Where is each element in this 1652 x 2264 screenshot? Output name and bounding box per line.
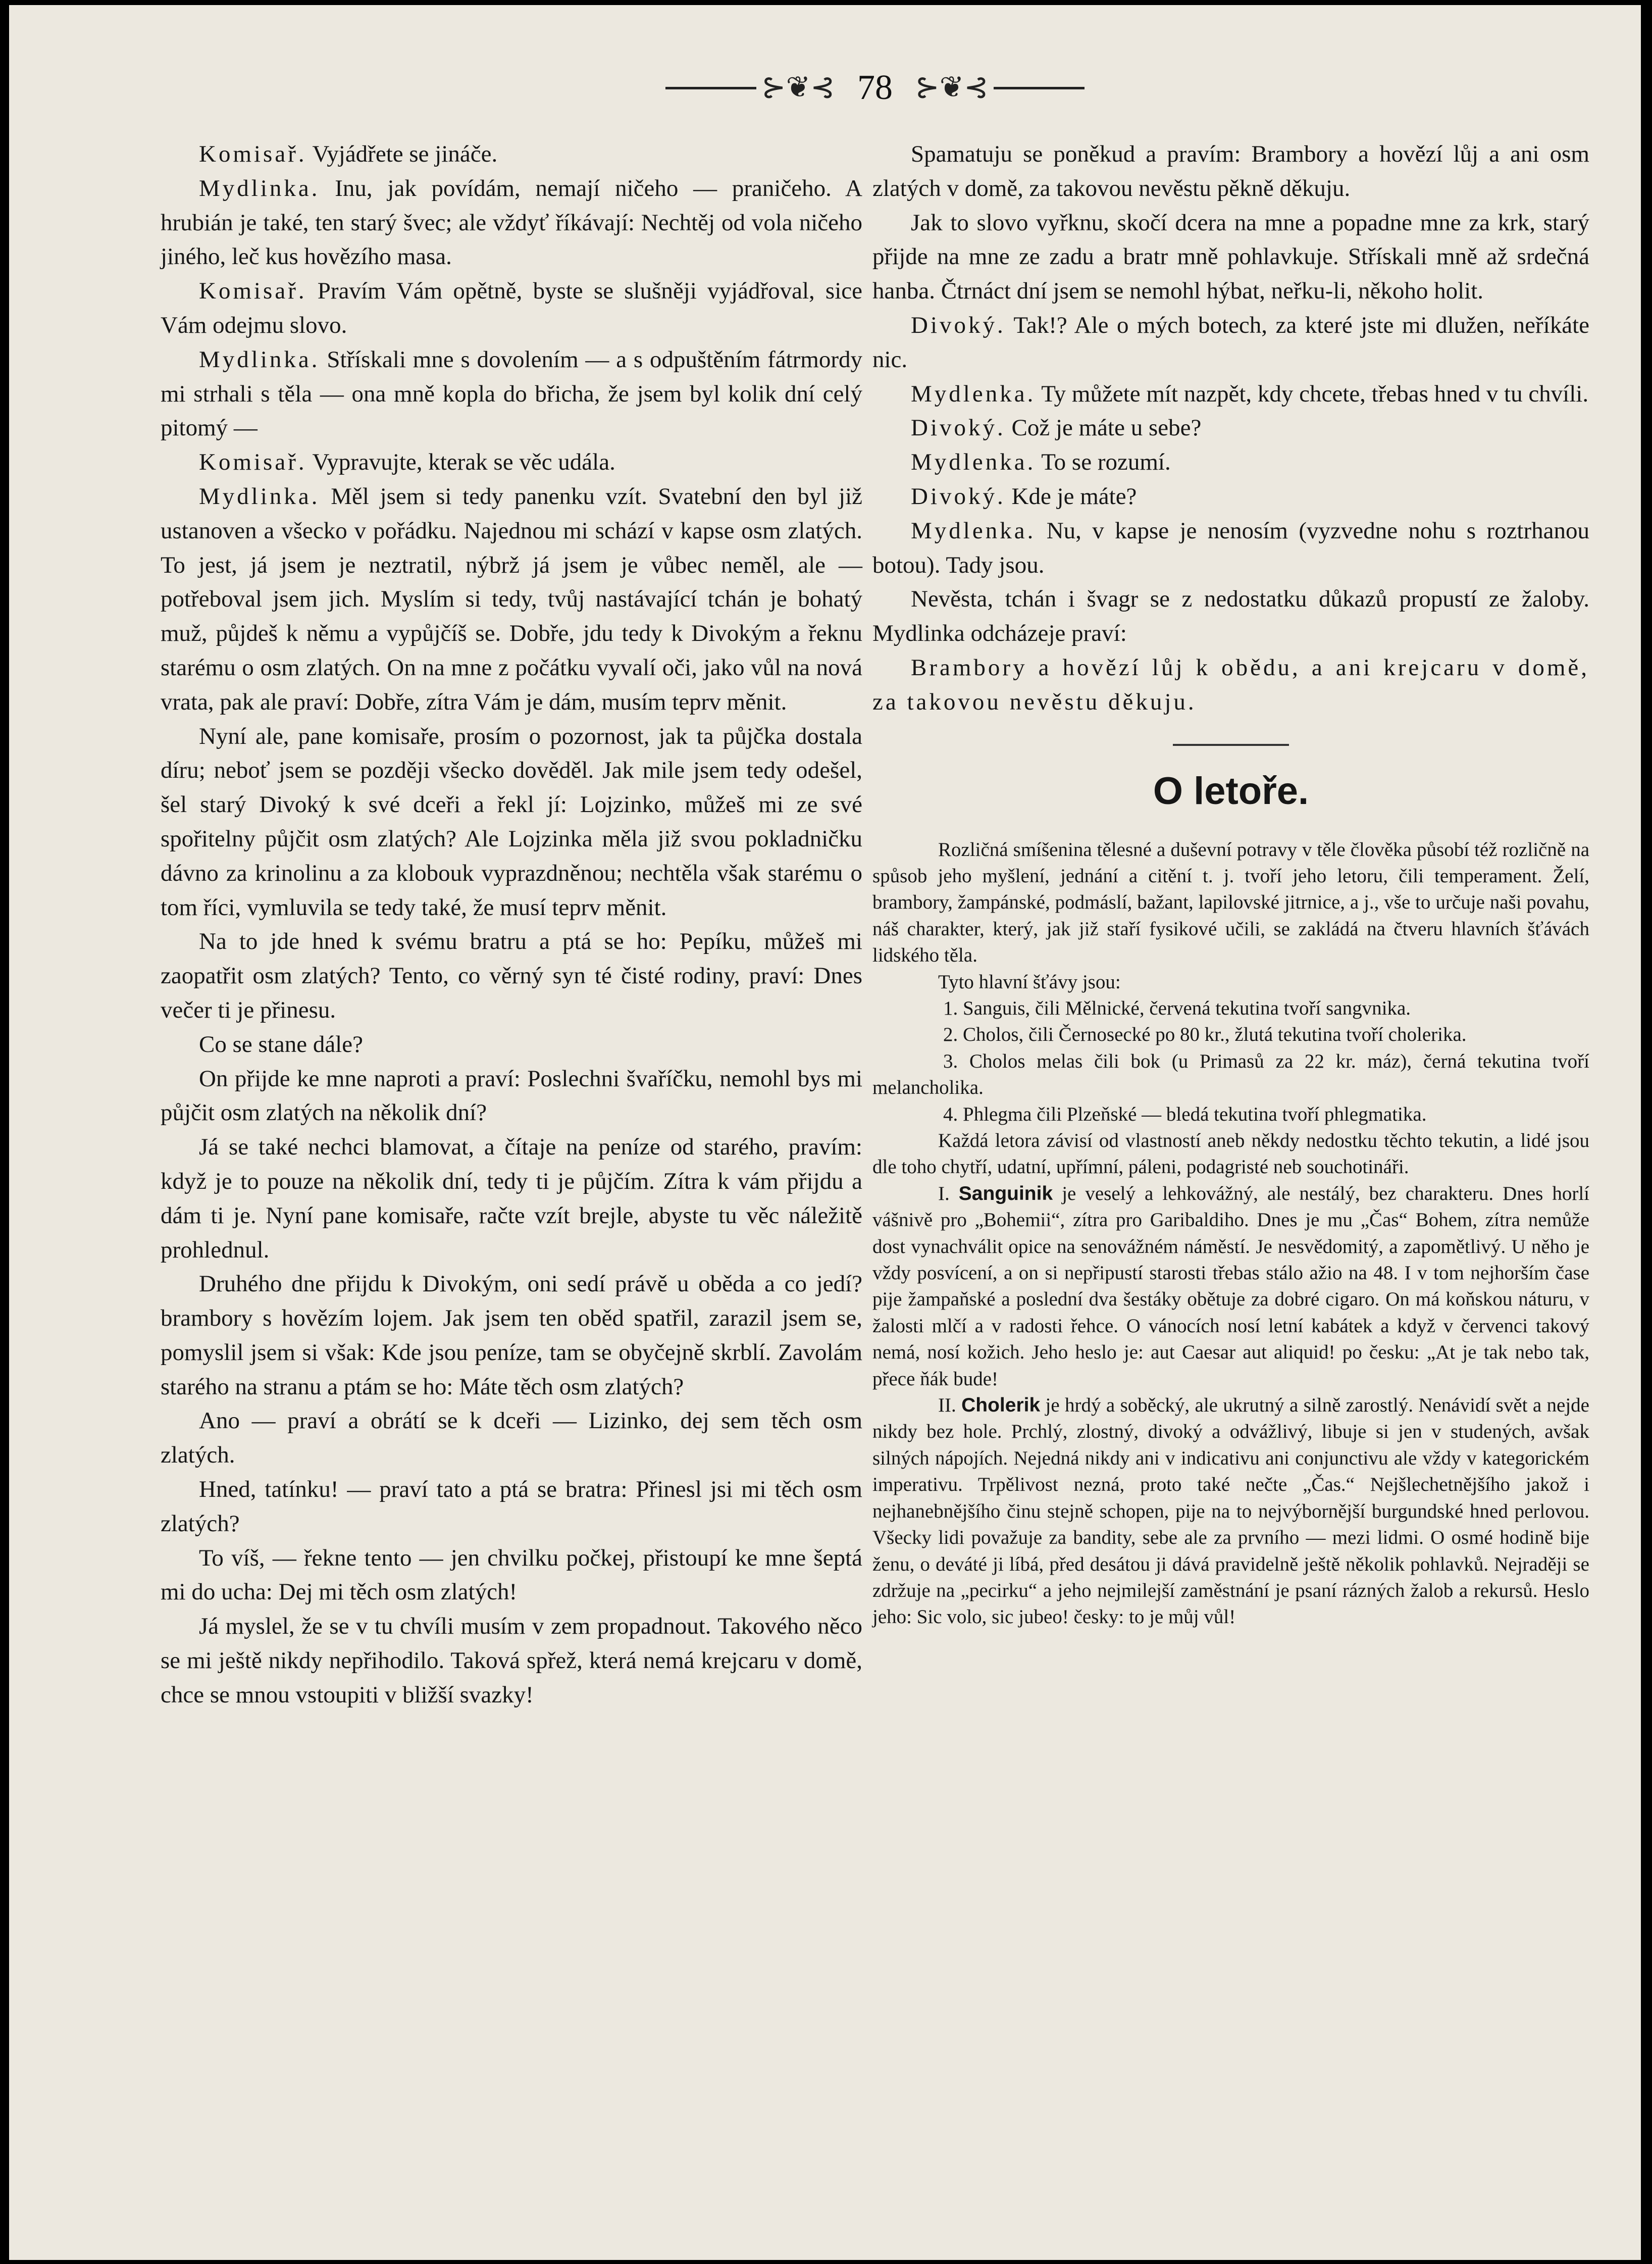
left-column [161,137,862,1713]
paragraph: Divoký. Což je máte u sebe? [911,415,1202,441]
paragraph: Druhého dne přijdu k Divokým, oni sedí právě u oběda a co jedí? brambory s hovězím lojem. Jak jsem ten oběd spatřil, zarazil jsem se, pomyslil jsem si však: Kde jsou peníze, tam se obyčejně skrblí. Zavolám starého na stranu a ptám se ho: Máte těch osm zlatých? [161,1271,862,1400]
paragraph: Jak to slovo vyřknu, skočí dcera na mne a popadne mne za krk, starý přijde na mne ze zadu a bratr mně pohlavkuje. Střískali mně až srdečná hanba. Čtrnáct dní jsem se nemohl hýbat, neřku-li, někoho holit. [872,209,1589,305]
paragraph: Komisař. Vypravujte, kterak se věc udála. [199,449,615,476]
page-number: 78 [857,68,893,107]
paragraph: Mydlinka. Střískali mne s dovolením — a s odpuštěním fátrmordy mi strhali s těla — ona mně kopla do břicha, že jsem byl kolik dní celý pitomý — [161,346,863,441]
paragraph: Brambory a hovězí lůj k obědu, a ani krejcaru v domě, za takovou nevěstu děkuju. [872,654,1589,715]
list-item: 1. Sanguis, čili Mělnické, červená tekutina tvoří sangvnika. [943,997,1411,1019]
page-header [665,66,1085,106]
header-ornament-right-icon: ⊱❦⊰ [915,70,989,104]
paragraph: Divoký. Tak!? Ale o mých botech, za které jste mi dlužen, neříkáte nic. [872,312,1589,373]
paragraph: Komisař. Pravím Vám opětně, byste se slušněji vyjádřoval, sice Vám odejmu slovo. [161,278,862,338]
paragraph: Divoký. Kde je máte? [911,483,1137,510]
header-rule-right [994,87,1085,89]
paragraph: Komisař. Vyjádřete se jináče. [199,141,498,167]
paragraph: Mydlenka. Nu, v kapse je nenosím (vyzvedne nohu s roztrhanou botou). Tady jsou. [872,517,1590,578]
newspaper-page [9,5,1641,2260]
juice-list [872,995,1589,1128]
paragraph: Mydlenka. Ty můžete mít nazpět, kdy chcete, třebas hned v tu chvíli. [911,380,1589,407]
essay-title: O letoře. [1153,769,1309,813]
paragraph: II. Cholerik je hrdý a soběcký, ale ukrutný a silně zarostlý. Nenávidí svět a nejde nikdy bez hole. Prchlý, zlostný, divoký a odvážlivý, libuje si jen v studených, avšak silných nápojích. Nejedná nikdy ani v indicativu ani conjunctivu ale vždy v kategorickém imperativu. Trpělivost nezná, proto také nečte „Čas.“ Nejšlechetnějšího jakož i nejhanebnějšího činu stejně schopen, pije na to nejvýbornější burgundské hned perlovou. Všecky lidi považuje za bandity, sebe ale za prvního — mezi lidmi. O osmé hodině bije ženu, o deváté ji líbá, před desátou ji dává pravidelně ještě několik pohlavků. Nejraději se zdržuje na „pecirku“ a jeho nejmilejší zaměstnání je psaní rázných žalob a rekursů. Heslo jeho: Sic volo, sic jubeo! česky: to je můj vůl! [872,1394,1589,1628]
paragraph: Já se také nechci blamovat, a čítaje na peníze od starého, pravím: když je to pouze na několik dní, tedy ti je půjčím. Zítra k vám přijdu a dám ti je. Nyní pane komisaře, račte vzít brejle, abyste tu věc náležitě prohlednul. [161,1134,862,1263]
paragraph: Mydlenka. To se rozumí. [911,449,1171,476]
list-item: 4. Phlegma čili Plzeňské — bledá tekutina tvoří phlegmatika. [943,1103,1427,1125]
paragraph: To víš, — řekne tento — jen chvilku počkej, přistoupí ke mne šeptá mi do ucha: Dej mi těch osm zlatých! [161,1544,862,1605]
paragraph: I. Sanguinik je veselý a lehkovážný, ale nestálý, bez charakteru. Dnes horlí vášnivě pro „Bohemii“, zítra pro Garibaldiho. Dnes je mu „Čas“ Bohem, zítra nemůže dost vynachválit opice na senovážném náměstí. Je nesvědomitý, a zapomětlivý. U něho je vždy posvícení, a on si nepřipustí starosti třebas stálo ažio na 48. I v tom nejhorším čase pije žampaňské a poslední dva šestáky obětuje za dobré cigaro. On má koňskou náturu, v žalosti mlčí a v radosti řehce. O vánocích nosí letní kabátek a když v červenci takový nemá, nosí kožich. Jeho heslo je: aut Caesar aut aliquid! po česku: „At je tak nebo tak, přece ňák bude! [872,1182,1590,1390]
dialogue-continuation [872,137,1589,720]
paragraph: Rozličná smíšenina tělesné a duševní potravy v těle člověka působí též rozličně na spůsob jeho myšlení, jednání a citění t. j. tvoří jeho letoru, čili temperament. Želí, brambory, žampánské, podmáslí, bažant, lapilovské jitrnice, a j., vše to určuje naši povahu, náš charakter, který, jak již staří fysikové učili, se zakládá na čtveru hlavních šťávách lidského těla. [872,838,1589,967]
paragraph: Mydlinka. Měl jsem si tedy panenku vzít. Svatební den byl již ustanoven a všecko v pořádku. Najednou mi schází v kapse osm zlatých. To jest, já jsem je neztratil, nýbrž já jsem je vůbec neměl, ale — potřeboval jsem jich. Myslím si tedy, tvůj nastávající tchán je bohatý muž, půjdeš k němu a vypůjčíš se. Dobře, jdu tedy k Divokým a řeknu starému o osm zlatých. On na mne z počátku vyvalí oči, jako vůl na nová vrata, pak ale praví: Dobře, zítra Vám je dám, musím teprv měnit. [161,483,863,715]
paragraph: Mydlinka. Inu, jak povídám, nemají ničeho — praničeho. A hrubián je také, ten starý švec; ale vždyť říkávají: Nechtěj od vola ničeho jiného, leč kus hovězího masa. [161,175,862,270]
paragraph: Nyní ale, pane komisaře, prosím o pozornost, jak ta půjčka dostala díru; neboť jsem se později všecko dověděl. Jak mile jsem tedy odešel, šel starý Divoký k své dceři a řekl jí: Lojzinko, můžeš mi ze své spořitelny půjčit osm zlatých? Ale Lojzinka měla již svou pokladničku dávno za krinolinu a za klobouk vyprazdněnou; nechtěla však starému o tom říci, vymluvila se tedy také, že musí teprv měnit. [161,723,862,921]
list-item: 3. Cholos melas čili bok (u Primasů za 22 kr. máz), černá tekutina tvoří melancholika. [872,1050,1589,1099]
paragraph: Já myslel, že se v tu chvíli musím v zem propadnout. Takového něco se mi ještě nikdy nepřihodilo. Taková spřež, která nemá krejcaru v domě, chce se mnou vstoupiti v bližší svazky! [161,1613,862,1708]
paragraph: Spamatuju se poněkud a pravím: Brambory a hovězí lůj a ani osm zlatých v domě, za takovou nevěstu pěkně děkuju. [872,141,1589,202]
paragraph: Každá letora závisí od vlastností aneb někdy nedostku těchto tekutin, a lidé jsou dle toho chytří, udatní, upřímní, páleni, podagristé neb souchotináři. [872,1130,1589,1178]
paragraph: Ano — praví a obrátí se k dceři — Lizinko, dej sem těch osm zlatých. [161,1407,862,1469]
paragraph: Hned, tatínku! — praví tato a ptá se bratra: Přinesl jsi mi těch osm zlatých? [161,1476,862,1537]
paragraph: Nevěsta, tchán i švagr se z nedostatku důkazů propustí ze žaloby. Mydlinka odcházeje praví: [872,586,1589,647]
paragraph: Na to jde hned k svému bratru a ptá se ho: Pepíku, můžeš mi zaopatřit osm zlatých? Tento, co věrný syn té čisté rodiny, praví: Dnes večer ti je přinesu. [161,928,862,1023]
paragraph: Tyto hlavní šťávy jsou: [938,971,1121,993]
header-rule-left [665,87,756,89]
section-divider [1173,744,1289,746]
paragraph: On přijde ke mne naproti a praví: Poslechni švaříčku, nemohl bys mi půjčit osm zlatých na několik dní? [161,1065,862,1126]
header-ornament-left-icon: ⊱❦⊰ [761,70,835,104]
essay-o-letore [872,766,1589,1631]
paragraph: Co se stane dále? [199,1031,363,1058]
list-item: 2. Cholos, čili Černosecké po 80 kr., žlutá tekutina tvoří cholerika. [943,1024,1467,1046]
right-column [872,137,1589,1631]
